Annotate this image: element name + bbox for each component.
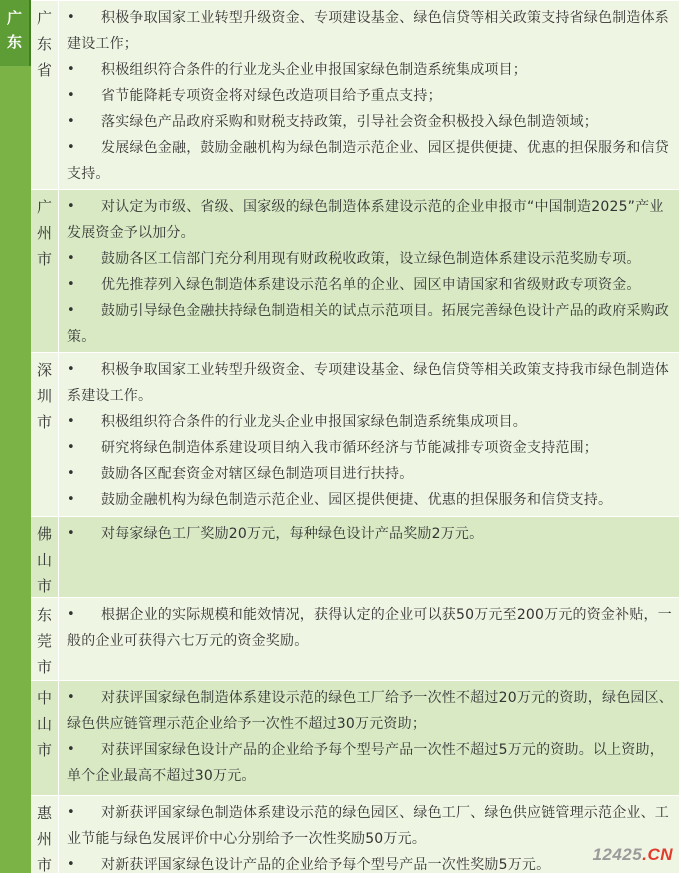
bullet-icon: • (67, 440, 75, 455)
policy-text: 鼓励引导绿色金融扶持绿色制造相关的试点示范项目。拓展完善绿色设计产品的政府采购政策。 (67, 303, 669, 345)
policy-text: 积极争取国家工业转型升级资金、专项建设基金、绿色信贷等相关政策支持我市绿色制造体系建设工作。 (67, 362, 669, 404)
bullet-icon: • (67, 414, 75, 429)
policy-item (67, 298, 673, 350)
policy-text: 对新获评国家绿色制造体系建设示范的绿色园区、绿色工厂、绿色供应链管理示范企业、工业节能与绿色发展评价中心分别给予一次性奖励50万元。 (67, 805, 669, 847)
city-row (31, 597, 679, 680)
city-char: 山 (36, 551, 52, 569)
city-char: 圳 (36, 387, 52, 405)
policy-text: 优先推荐列入绿色制造体系建设示范名单的企业、园区申请国家和省级财政专项资金。 (101, 277, 641, 293)
bullet-icon: • (67, 10, 75, 25)
city-char: 东 (36, 35, 52, 53)
site-watermark (592, 845, 673, 865)
city-char: 州 (36, 224, 52, 242)
policy-text: 根据企业的实际规模和能效情况，获得认定的企业可以获50万元至200万元的资金补贴，一般的企业可获得六七万元的资金奖励。 (67, 607, 672, 649)
bullet-icon: • (67, 277, 75, 292)
policy-item (67, 246, 673, 272)
bullet-icon: • (67, 526, 75, 541)
policy-item (67, 83, 673, 109)
bullet-icon: • (67, 857, 75, 872)
province-column (0, 0, 31, 873)
bullet-icon: • (67, 251, 75, 266)
city-char: 惠 (36, 804, 52, 822)
city-char: 省 (36, 61, 52, 79)
policy-list (67, 521, 673, 547)
city-row (31, 352, 679, 516)
city-char: 深 (36, 361, 52, 379)
policy-text: 积极组织符合条件的行业龙头企业申报国家绿色制造系统集成项目。 (101, 414, 527, 430)
province-char: 东 (6, 33, 22, 51)
policy-text: 鼓励各区工信部门充分利用现有财政税收政策，设立绿色制造体系建设示范奖励专项。 (101, 251, 641, 267)
policy-item (67, 57, 673, 83)
bullet-icon: • (67, 199, 75, 214)
city-row (31, 516, 679, 597)
city-char: 莞 (36, 632, 52, 650)
city-char: 山 (36, 715, 52, 733)
policy-text: 鼓励金融机构为绿色制造示范企业、园区提供便捷、优惠的担保服务和信贷支持。 (101, 492, 613, 508)
bullet-icon: • (67, 492, 75, 507)
city-row (31, 680, 679, 795)
bullet-icon: • (67, 62, 75, 77)
bullet-icon: • (67, 805, 75, 820)
city-row (31, 0, 679, 189)
bullet-icon: • (67, 303, 75, 318)
city-name (31, 681, 59, 795)
city-char: 市 (36, 250, 52, 268)
city-char: 市 (36, 577, 52, 595)
bullet-icon: • (67, 114, 75, 129)
province-label (0, 0, 31, 66)
policy-item (67, 737, 673, 789)
policy-text: 鼓励各区配套资金对辖区绿色制造项目进行扶持。 (101, 466, 414, 482)
policy-item (67, 521, 673, 547)
city-char: 市 (36, 413, 52, 431)
policy-item (67, 272, 673, 298)
policy-item (67, 487, 673, 513)
bullet-icon: • (67, 466, 75, 481)
city-char: 佛 (36, 525, 52, 543)
city-char: 广 (36, 9, 52, 27)
city-char: 市 (36, 658, 52, 676)
city-char: 东 (36, 606, 52, 624)
policy-list (67, 5, 673, 187)
policy-item (67, 5, 673, 57)
policy-item (67, 435, 673, 461)
bullet-icon: • (67, 690, 75, 705)
city-char: 市 (36, 856, 52, 874)
city-row (31, 189, 679, 352)
policy-item (67, 135, 673, 187)
policy-item (67, 685, 673, 737)
policy-list (67, 194, 673, 350)
policy-item (67, 109, 673, 135)
policy-text: 发展绿色金融，鼓励金融机构为绿色制造示范企业、园区提供便捷、优惠的担保服务和信贷支持。 (67, 140, 669, 182)
city-name (31, 190, 59, 352)
policy-item (67, 800, 673, 852)
policy-text: 对每家绿色工厂奖励20万元，每种绿色设计产品奖励2万元。 (101, 526, 484, 542)
city-char: 市 (36, 741, 52, 759)
policy-item (67, 357, 673, 409)
city-char: 州 (36, 830, 52, 848)
watermark-text: 12425 (592, 845, 643, 864)
policy-text: 积极组织符合条件的行业龙头企业申报国家绿色制造系统集成项目； (101, 62, 527, 78)
policy-text: 研究将绿色制造体系建设项目纳入我市循环经济与节能减排专项资金支持范围； (101, 440, 598, 456)
bullet-icon: • (67, 742, 75, 757)
policy-item (67, 852, 673, 878)
policy-list (67, 685, 673, 789)
city-name (31, 598, 59, 680)
policy-list (67, 357, 673, 513)
bullet-icon: • (67, 362, 75, 377)
city-name (31, 796, 59, 873)
policy-text: 积极争取国家工业转型升级资金、专项建设基金、绿色信贷等相关政策支持省绿色制造体系建设工作； (67, 10, 669, 52)
policy-text: 落实绿色产品政府采购和财税支持政策，引导社会资金积极投入绿色制造领域； (101, 114, 598, 130)
city-char: 中 (36, 689, 52, 707)
bullet-icon: • (67, 88, 75, 103)
watermark-accent: .CN (642, 845, 673, 864)
policy-list (67, 602, 673, 654)
bullet-icon: • (67, 607, 75, 622)
city-row (31, 795, 679, 873)
city-name (31, 517, 59, 597)
policy-text: 对认定为市级、省级、国家级的绿色制造体系建设示范的企业申报市“中国制造2025”产业发展资金予以加分。 (67, 199, 664, 241)
policy-text: 对获评国家绿色制造体系建设示范的绿色工厂给予一次性不超过20万元的资助，绿色园区、绿色供应链管理示范企业给予一次性不超过30万元资助； (67, 690, 674, 732)
policy-item (67, 461, 673, 487)
policy-list (67, 800, 673, 878)
policy-item (67, 602, 673, 654)
city-name (31, 1, 59, 189)
policy-text: 省节能降耗专项资金将对绿色改造项目给予重点支持； (101, 88, 442, 104)
policy-item (67, 409, 673, 435)
city-char: 广 (36, 198, 52, 216)
policy-item (67, 194, 673, 246)
policy-text: 对新获评国家绿色设计产品的企业给予每个型号产品一次性奖励5万元。 (101, 857, 551, 873)
city-name (31, 353, 59, 516)
bullet-icon: • (67, 140, 75, 155)
policy-text: 对获评国家绿色设计产品的企业给予每个型号产品一次性不超过5万元的资助。以上资助，单个企业最高不超过30万元。 (67, 742, 664, 784)
province-char: 广 (6, 9, 22, 27)
